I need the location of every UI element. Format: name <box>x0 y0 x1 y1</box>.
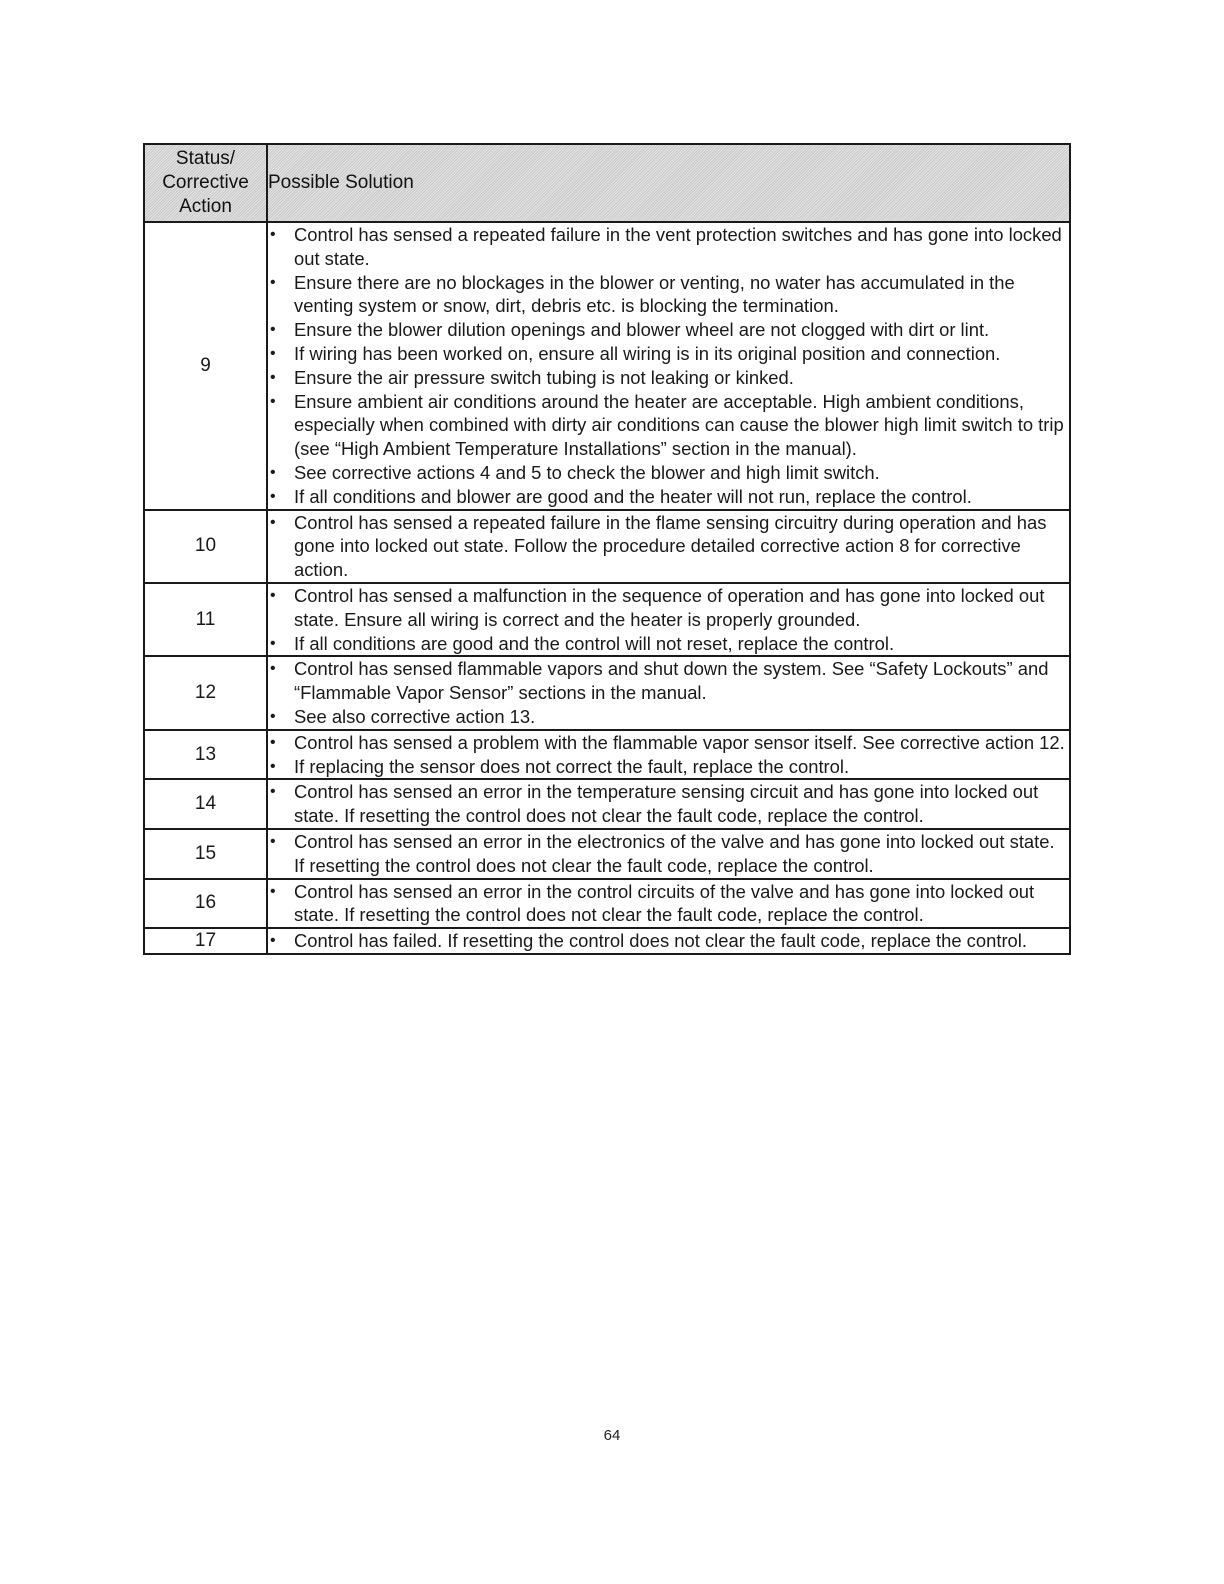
status-code: 10 <box>144 510 267 583</box>
bullet-icon: • <box>270 707 276 725</box>
list-item <box>268 731 1069 755</box>
solution-cell <box>267 222 1070 510</box>
bullet-icon: • <box>270 273 276 291</box>
status-code: 13 <box>144 730 267 780</box>
solution-text: If wiring has been worked on, ensure all wiring is in its original position and connection. <box>294 342 1001 364</box>
status-code: 12 <box>144 656 267 729</box>
solution-cell <box>267 928 1070 954</box>
list-item <box>268 632 1069 656</box>
list-item <box>268 705 1069 729</box>
solution-text: Ensure the blower dilution openings and blower wheel are not clogged with dirt or lint. <box>294 319 990 341</box>
list-item <box>268 485 1069 509</box>
bullet-icon: • <box>270 368 276 386</box>
bullet-icon: • <box>270 463 276 481</box>
status-header-line: Corrective <box>162 172 249 193</box>
bullet-icon: • <box>270 226 276 243</box>
table-row <box>144 928 1070 954</box>
status-code: 11 <box>144 583 267 656</box>
status-header-line: Status/ <box>175 148 236 169</box>
status-code: 9 <box>144 222 267 510</box>
table-row <box>144 222 1070 510</box>
bullet-icon: • <box>270 832 276 850</box>
list-item <box>268 511 1069 582</box>
table-row <box>144 510 1070 583</box>
bullet-icon: • <box>270 882 276 900</box>
bullet-icon: • <box>270 321 276 339</box>
table-row <box>144 583 1070 656</box>
table-row <box>144 879 1070 929</box>
solution-list <box>268 223 1069 509</box>
solution-text: If replacing the sensor does not correct the fault, replace the control. <box>294 755 850 777</box>
solution-text: Control has sensed an error in the temperature sensing circuit and has gone into locked out state. If resetting the control does not clear the fault code, replace the control. <box>294 781 1039 827</box>
bullet-icon: • <box>270 634 276 652</box>
bullet-icon: • <box>270 660 276 678</box>
bullet-icon: • <box>270 757 276 775</box>
status-code: 15 <box>144 829 267 879</box>
table-row <box>144 730 1070 780</box>
solution-cell <box>267 879 1070 929</box>
solution-cell <box>267 730 1070 780</box>
table-row <box>144 656 1070 729</box>
list-item <box>268 830 1069 878</box>
bullet-icon: • <box>270 783 276 801</box>
solution-list <box>268 929 1069 953</box>
page-number: 64 <box>603 1427 621 1444</box>
solution-cell <box>267 583 1070 656</box>
solution-cell <box>267 510 1070 583</box>
status-column-header <box>144 144 267 222</box>
list-item <box>268 929 1069 953</box>
list-item <box>268 390 1069 461</box>
list-item <box>268 366 1069 390</box>
solution-text: Control has sensed a malfunction in the sequence of operation and has gone into locked out state. Ensure all wiring is correct and the heater is properly grounded. <box>294 584 1045 630</box>
solution-text: Control has sensed flammable vapors and shut down the system. See “Safety Lockouts” and “Flammable Vapor Sensor” sections in the manual. <box>294 658 1049 704</box>
solution-text: See also corrective action 13. <box>294 705 536 727</box>
solution-text: Control has sensed a repeated failure in the flame sensing circuitry during operation and has gone into locked out state. Follow the procedure detailed corrective action 8 for corrective action. <box>294 511 1047 581</box>
solution-text: Control has sensed an error in the control circuits of the valve and has gone into locked out state. If resetting the control does not clear the fault code, replace the control. <box>294 880 1035 926</box>
status-code: 14 <box>144 779 267 829</box>
solution-text: Ensure there are no blockages in the blower or venting, no water has accumulated in the venting system or snow, dirt, debris etc. is blocking the termination. <box>294 271 1015 317</box>
status-code: 17 <box>144 928 267 954</box>
solution-text: Control has sensed a repeated failure in the vent protection switches and has gone into locked out state. <box>294 224 1062 269</box>
solution-text: Control has sensed an error in the electronics of the valve and has gone into locked out state. If resetting the control does not clear the fault code, replace the control. <box>294 830 1055 876</box>
list-item <box>268 461 1069 485</box>
list-item <box>268 342 1069 366</box>
table-row <box>144 829 1070 879</box>
bullet-icon: • <box>270 487 276 505</box>
bullet-icon: • <box>270 586 276 604</box>
list-item <box>268 780 1069 828</box>
solution-text: Control has sensed a problem with the flammable vapor sensor itself. See corrective action 12. <box>294 731 1065 753</box>
bullet-icon: • <box>270 932 276 950</box>
bullet-icon: • <box>270 392 276 410</box>
list-item <box>268 271 1069 319</box>
solution-text: See corrective actions 4 and 5 to check the blower and high limit switch. <box>294 461 880 483</box>
status-code: 16 <box>144 879 267 929</box>
solution-cell <box>267 829 1070 879</box>
bullet-icon: • <box>270 733 276 751</box>
solution-list <box>268 731 1069 779</box>
list-item <box>268 880 1069 928</box>
list-item <box>268 584 1069 632</box>
table-row <box>144 779 1070 829</box>
list-item <box>268 755 1069 779</box>
solution-text: Ensure ambient air conditions around the heater are acceptable. High ambient conditions, especially when combined with dirty air conditions can cause the blower high limit switch to trip (see “High Ambient Temperature Installations” section in the manual). <box>294 390 1064 460</box>
table-body <box>144 222 1070 954</box>
bullet-icon: • <box>270 513 276 531</box>
solution-text: Ensure the air pressure switch tubing is not leaking or kinked. <box>294 366 794 388</box>
status-header-line: Action <box>179 196 232 217</box>
solution-text: If all conditions and blower are good and the heater will not run, replace the control. <box>294 485 972 507</box>
list-item <box>268 657 1069 705</box>
solution-list <box>268 584 1069 655</box>
solution-text: Control has failed. If resetting the control does not clear the fault code, replace the control. <box>294 930 1027 952</box>
solution-list <box>268 830 1069 878</box>
bullet-icon: • <box>270 344 276 362</box>
table-header-row <box>144 144 1070 222</box>
list-item <box>268 223 1069 271</box>
solution-cell <box>267 779 1070 829</box>
fault-code-table <box>143 143 1071 955</box>
solution-column-header: Possible Solution <box>267 144 1070 222</box>
solution-list <box>268 511 1069 582</box>
solution-list <box>268 880 1069 928</box>
solution-list <box>268 657 1069 728</box>
list-item <box>268 318 1069 342</box>
solution-cell <box>267 656 1070 729</box>
solution-list <box>268 780 1069 828</box>
solution-text: If all conditions are good and the control will not reset, replace the control. <box>294 632 895 654</box>
